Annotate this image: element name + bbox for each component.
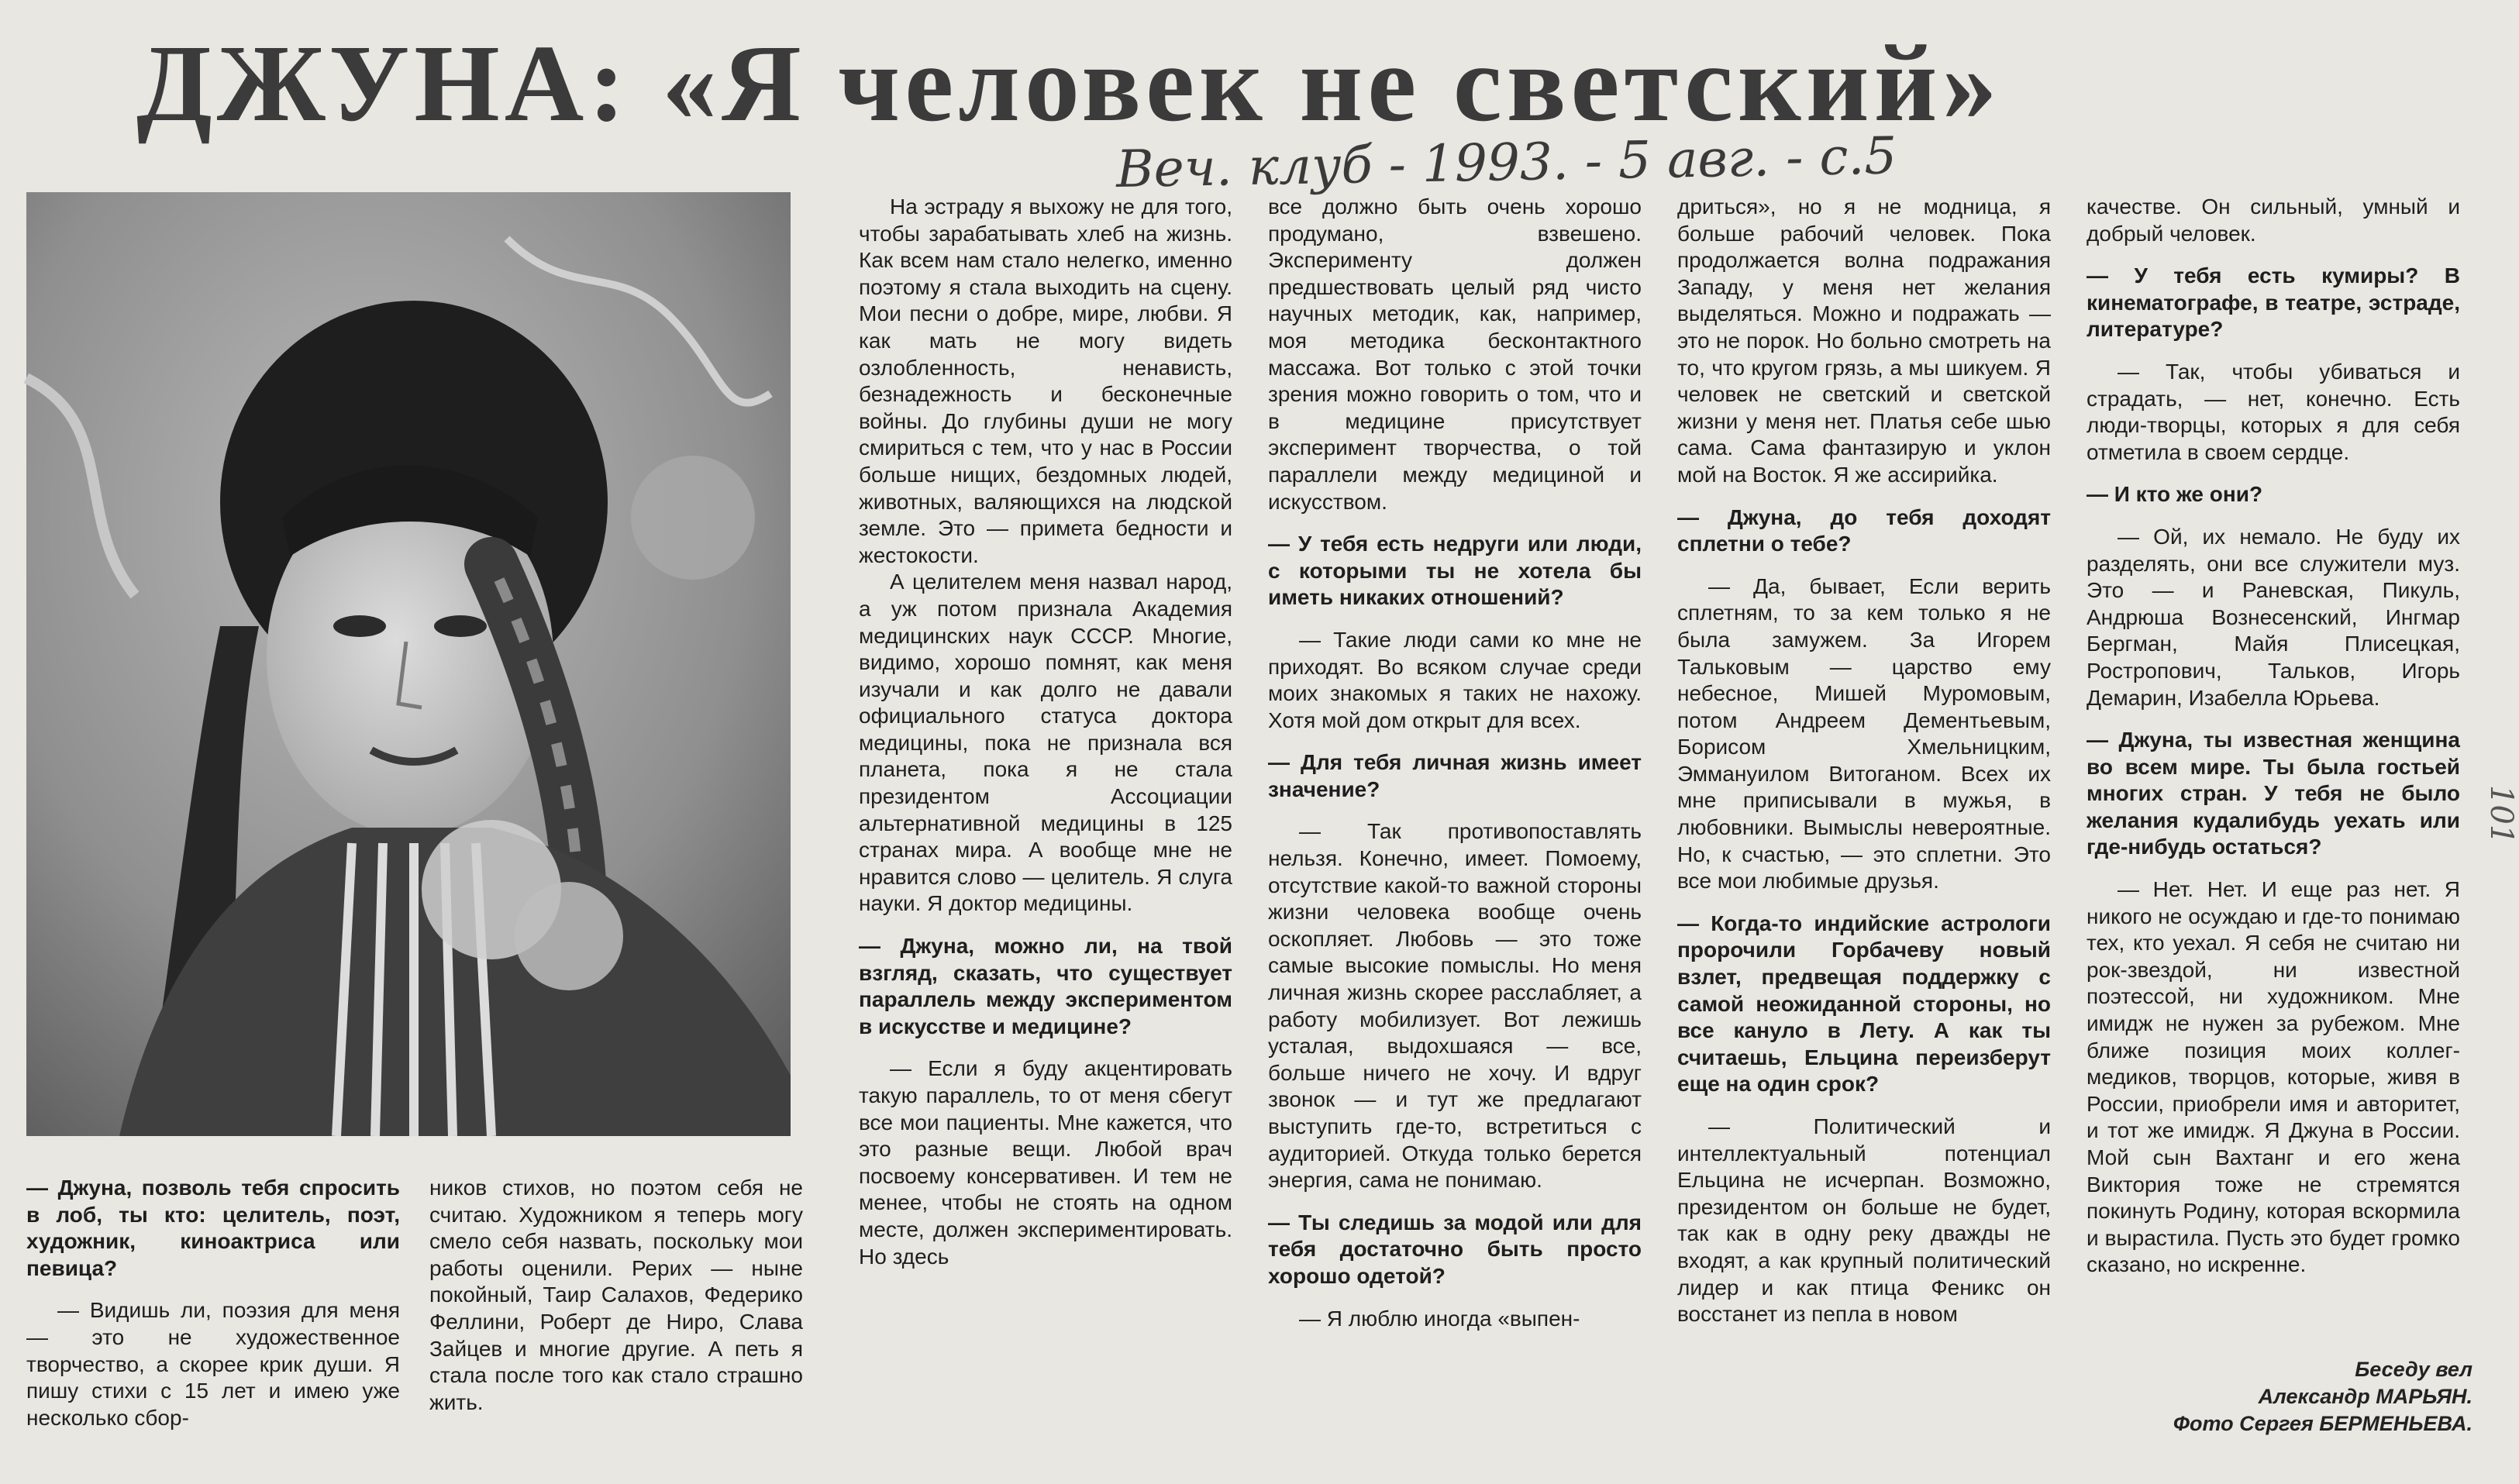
question-6: — Джуна, до тебя доходят сплетни о тебе? xyxy=(1677,504,2051,556)
question-8: — У тебя есть кумиры? В кинематографе, в театре, эстраде, литературе? xyxy=(2087,263,2460,342)
byline-interviewer-name: Александр МАРЬЯН. xyxy=(2258,1385,2472,1408)
answer-1-stage: На эстраду я выхожу не для того, чтобы зарабатывать хлеб на жизнь. Как всем нам стало нелегко, именно поэтому я стала выходить на сцену. Мои песни о добре, мире, любви. Я как мать не могу видеть озлобленность, ненависть, безнадежность и бесконечные войны. До глубины души не могу смириться с тем, что у нас в России больше нищих, бездомных людей, животных, валяющихся на людской земле. Это — примета бедности и жестокости. xyxy=(859,195,1232,567)
question-2: — Джуна, можно ли, на твой взгляд, сказать, что существует параллель между экспериментом в искусстве и медицине? xyxy=(859,934,1232,1038)
question-1: — Джуна, позволь тебя спросить в лоб, ты кто: целитель, поэт, художник, киноактриса или певица? xyxy=(26,1176,400,1280)
answer-9: — Ой, их немало. Не буду их разделять, они все служители муз. Это — и Раневская, Пикуль, Андрюша Вознесенский, Ингмар Бергман, Майя Плисецкая, Ростропович, Тальков, Игорь Демарин, Изабелла Юрьева. xyxy=(2087,524,2460,710)
answer-5: — Я люблю иногда «выпен- xyxy=(1299,1306,1580,1331)
answer-1: — Видишь ли, поэзия для меня — это не художественное творчество, а скорее крик души. Я пишу стихи с 15 лет и имею уже несколько сбор- xyxy=(26,1298,400,1430)
headline: ДЖУНА: «Я человек не светский» xyxy=(136,22,2002,144)
portrait-photo xyxy=(26,192,791,1136)
question-10: — Джуна, ты известная женщина во всем мире. Ты была гостьей многих стран. У тебя не было желания кудалибудь уехать или где-нибудь остаться? xyxy=(2087,728,2460,859)
answer-2: — Если я буду акцентировать такую параллель, то от меня сбегут все мои пациенты. Мне кажется, что это разные вещи. Любой врач посвоему консервативен. И тем не менее, чтобы не стоять на одном месте, должен экспериментировать. Но здесь xyxy=(859,1056,1232,1269)
answer-5-continued: дриться», но я не модница, я больше рабочий человек. Пока продолжается волна подражания Западу, у меня нет желания выделяться. Можно и подражать — это не порок. Но больно смотреть на то, что кругом грязь, а мы шикуем. Я человек не светский и светской жизни у меня нет. Платья себе шью сама. Сама фантазирую и уклон мой на Восток. Я же ассирийка. xyxy=(1677,195,2051,487)
byline-credit xyxy=(1992,1356,2472,1480)
column-4 xyxy=(1268,194,1642,1480)
margin-handwritten-mark: 101 xyxy=(2483,785,2519,845)
answer-10: — Нет. Нет. И еще раз нет. Я никого не осуждаю и где-то понимаю тех, кто уехал. Я себя не считаю ни рок-звездой, ни известной поэтессой, ни художником. Мне имидж не нужен за рубежом. Мне ближе позиция моих коллег-медиков, творцов, которые, живя в России, приобрели имя и авторитет, и тот же имидж. Я Джуна в России. Мой сын Вахтанг и его жена Виктория тоже не стремятся покинуть Родину, которая вскормила и вырастила. Пусть это будет громко сказано, но искренне. xyxy=(2087,877,2460,1277)
byline-interviewer-label: Беседу вел xyxy=(2355,1358,2472,1381)
portrait-image xyxy=(26,192,791,1136)
answer-3: — Такие люди сами ко мне не приходят. Во всяком случае среди моих знакомых я таких не нахожу. Хотя мой дом открыт для всех. xyxy=(1268,627,1642,732)
question-9: — И кто же они? xyxy=(2087,482,2263,507)
handwritten-source-note: Веч. клуб - 1993. - 5 авг. - с.5 xyxy=(1115,126,1897,199)
answer-1-healer: А целителем меня назвал народ, а уж потом признала Академия медицинских наук СССР. Многие, видимо, хорошо помнят, как меня изучали и как долго не давали официального статуса доктора медицины, пока не признала вся планета, пока я не стала президентом Ассоциации альтернативной медицины в 125 странах мира. А вообще мне не нравится слово — целитель. Я слуга науки. Я доктор медицины. xyxy=(859,570,1232,916)
answer-2-continued: все должно быть очень хорошо продумано, взвешено. Эксперименту должен предшествовать целый ряд чисто научных методик, как, например, моя методика бесконтактного массажа. Вот только с этой точки зрения можно говорить о том, что и в медицине присутствует эксперимент творчества, о той параллели между медициной и искусством. xyxy=(1268,195,1642,514)
question-5: — Ты следишь за модой или для тебя достаточно быть просто хорошо одетой? xyxy=(1268,1210,1642,1288)
column-5 xyxy=(1677,194,2051,1480)
answer-7: — Политический и интеллектуальный потенциал Ельцина не исчерпан. Возможно, президентом он больше не будет, так как в одну реку дважды не входят, а как крупный политический лидер и как птица Феникс он восстанет из пепла в новом xyxy=(1677,1114,2051,1327)
column-2 xyxy=(429,1175,803,1480)
column-1 xyxy=(26,1175,400,1480)
column-6 xyxy=(2087,194,2460,1348)
question-3: — У тебя есть недруги или люди, с которыми ты не хотела бы иметь никаких отношений? xyxy=(1268,532,1642,610)
answer-8: — Так, чтобы убиваться и страдать, — нет, конечно. Есть люди-творцы, которых я для себя отметила в своем сердце. xyxy=(2087,359,2460,464)
column-3 xyxy=(859,194,1232,1480)
question-4: — Для тебя личная жизнь имеет значение? xyxy=(1268,750,1642,801)
answer-7-continued: качестве. Он сильный, умный и добрый человек. xyxy=(2087,195,2460,246)
answer-1-continued: ников стихов, но поэтом себя не считаю. Художником я теперь могу смело себя назвать, поскольку мои работы оценили. Рерих — ныне покойный, Таир Салахов, Федерико Феллини, Роберт де Ниро, Слава Зайцев и многие другие. А петь я стала после того как стало страшно жить. xyxy=(429,1176,803,1414)
answer-4: — Так противопоставлять нельзя. Конечно, имеет. Помоему, отсутствие какой-то важной стороны жизни человека вообще очень оскопляет. Любовь — это тоже самые высокие помыслы. Но меня личная жизнь скорее расслабляет, а работу мобилизует. Вот лежишь усталая, выдохшаяся — все, больше ничего не хочу. И вдруг звонок — и тут же предлагают выступить где-то, встретиться с аудиторией. Откуда только берется энергия, сама не понимаю. xyxy=(1268,819,1642,1193)
answer-6: — Да, бывает, Если верить сплетням, то за кем только я не была замужем. За Игорем Тальковым — царство ему небесное, Мишей Муромовым, потом Андреем Дементьевым, Борисом Хмельницким, Эммануилом Витоганом. Всех их мне приписывали в мужья, в любовники. Вымыслы невероятные. Но, к счастью, — это сплетни. Это все мои любимые друзья. xyxy=(1677,573,2051,893)
question-7: — Когда-то индийские астрологи пророчили Горбачеву новый взлет, предвещая поддержку с самой неожиданной стороны, но все кануло в Лету. А как ты считаешь, Ельцина переизберут еще на один срок? xyxy=(1677,911,2051,1097)
byline-photographer: Фото Сергея БЕРМЕНЬЕВА. xyxy=(2173,1412,2472,1435)
